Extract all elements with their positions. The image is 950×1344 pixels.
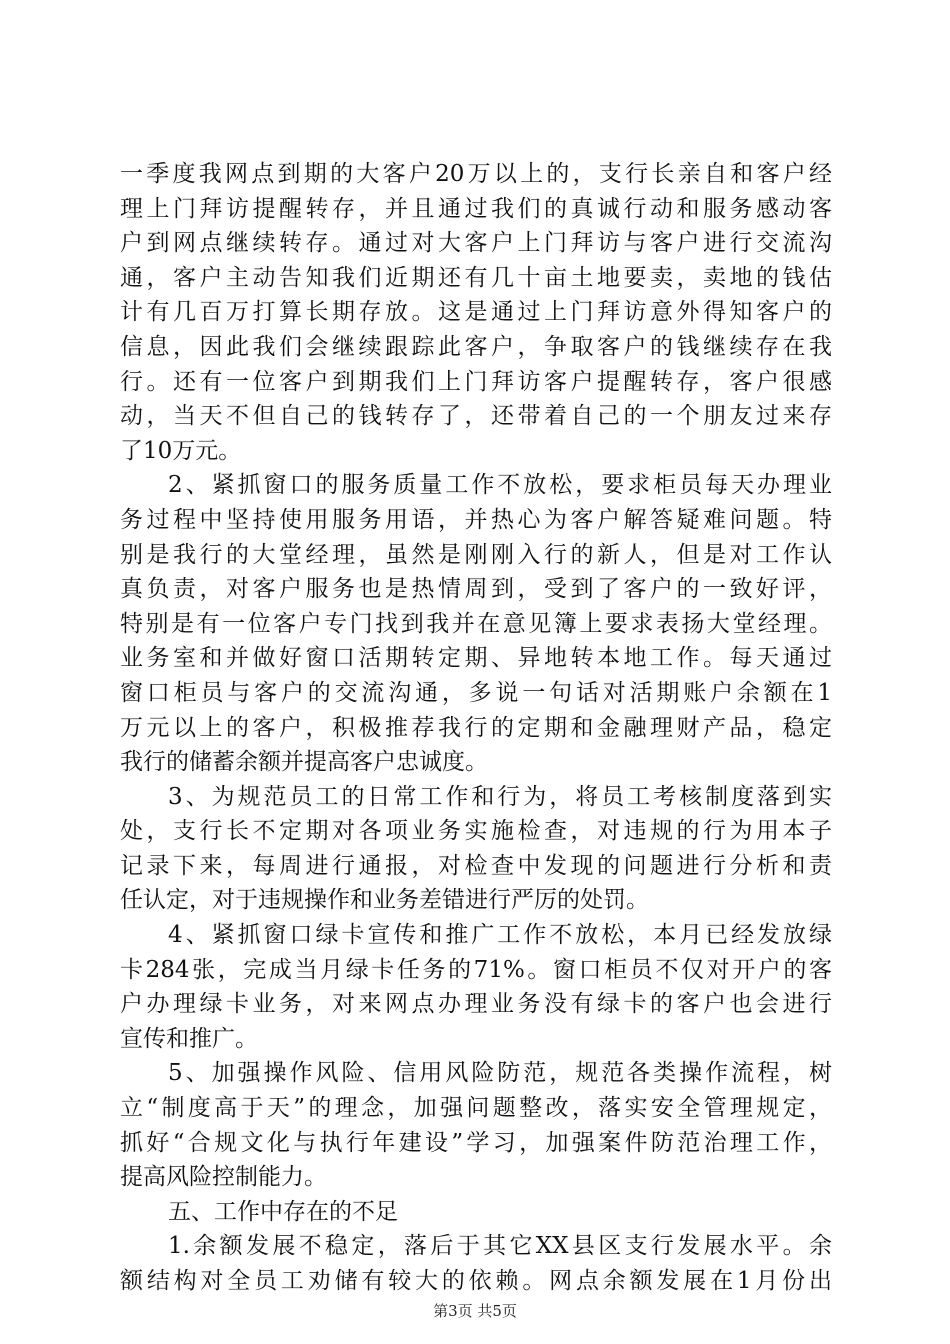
text-line: 五、工作中存在的不足 (168, 1198, 398, 1225)
text-line: 户到网点继续转存。通过对大客户上门拜访与客户进行交流沟 (120, 230, 832, 257)
text-line: 一季度我网点到期的大客户20万以上的，支行长亲自和客户经 (120, 161, 832, 187)
text-line: 宣传和推广。 (120, 1025, 258, 1052)
text-line: 万元以上的客户，积极推荐我行的定期和金融理财产品，稳定 (120, 714, 832, 741)
page-number-footer: 第3页 共5页 (433, 1302, 517, 1320)
text-line: 窗口柜员与客户的交流沟通，多说一句话对活期账户余额在1 (120, 679, 832, 706)
text-line: 计有几百万打算长期存放。这是通过上门拜访意外得知客户的 (120, 299, 832, 326)
text-line: 1.余额发展不稳定，落后于其它XX县区支行发展水平。余 (168, 1233, 832, 1260)
text-line: 2、紧抓窗口的服务质量工作不放松，要求柜员每天办理业 (168, 472, 832, 499)
text-line: 卡284张，完成当月绿卡任务的71%。窗口柜员不仅对开户的客 (120, 956, 832, 983)
text-line: 理上门拜访提醒转存，并且通过我们的真诚行动和服务感动客 (120, 195, 832, 222)
text-line: 信息，因此我们会继续跟踪此客户，争取客户的钱继续存在我 (120, 333, 832, 360)
text-line: 3、为规范员工的日常工作和行为，将员工考核制度落到实 (168, 783, 832, 810)
text-line: 行。还有一位客户到期我们上门拜访客户提醒转存，客户很感 (120, 368, 832, 395)
text-line: 特别是有一位客户专门找到我并在意见簿上要求表扬大堂经理。 (120, 610, 832, 637)
text-line: 额结构对全员工劝储有较大的依赖。网点余额发展在1月份出 (120, 1268, 832, 1294)
text-line: 务过程中坚持使用服务用语，并热心为客户解答疑难问题。特 (120, 506, 832, 533)
text-line: 别是我行的大堂经理，虽然是刚刚入行的新人，但是对工作认 (120, 541, 832, 568)
text-line: 记录下来，每周进行通报，对检查中发现的问题进行分析和责 (120, 852, 832, 879)
text-line: 5、加强操作风险、信用风险防范，规范各类操作流程，树 (168, 1060, 832, 1087)
text-line: 真负责，对客户服务也是热情周到，受到了客户的一致好评， (120, 576, 832, 603)
document-body (120, 157, 832, 1299)
text-line: 动，当天不但自己的钱转存了，还带着自己的一个朋友过来存 (120, 403, 832, 430)
text-line: 抓好“合规文化与执行年建设”学习，加强案件防范治理工作， (120, 1129, 832, 1156)
text-line: 我行的储蓄余额并提高客户忠诚度。 (120, 749, 488, 776)
text-line: 提高风险控制能力。 (120, 1164, 327, 1191)
text-line: 处，支行长不定期对各项业务实施检查，对违规的行为用本子 (120, 818, 832, 845)
text-line: 通，客户主动告知我们近期还有几十亩土地要卖，卖地的钱估 (120, 264, 832, 291)
text-line: 任认定，对于违规操作和业务差错进行严厉的处罚。 (120, 887, 649, 914)
text-line: 4、紧抓窗口绿卡宣传和推广工作不放松，本月已经发放绿 (168, 922, 832, 949)
text-line: 业务室和并做好窗口活期转定期、异地转本地工作。每天通过 (120, 645, 832, 672)
text-line: 户办理绿卡业务，对来网点办理业务没有绿卡的客户也会进行 (120, 991, 832, 1018)
text-line: 了10万元。 (120, 437, 242, 464)
text-line: 立“制度高于天”的理念，加强问题整改，落实安全管理规定， (120, 1095, 832, 1122)
